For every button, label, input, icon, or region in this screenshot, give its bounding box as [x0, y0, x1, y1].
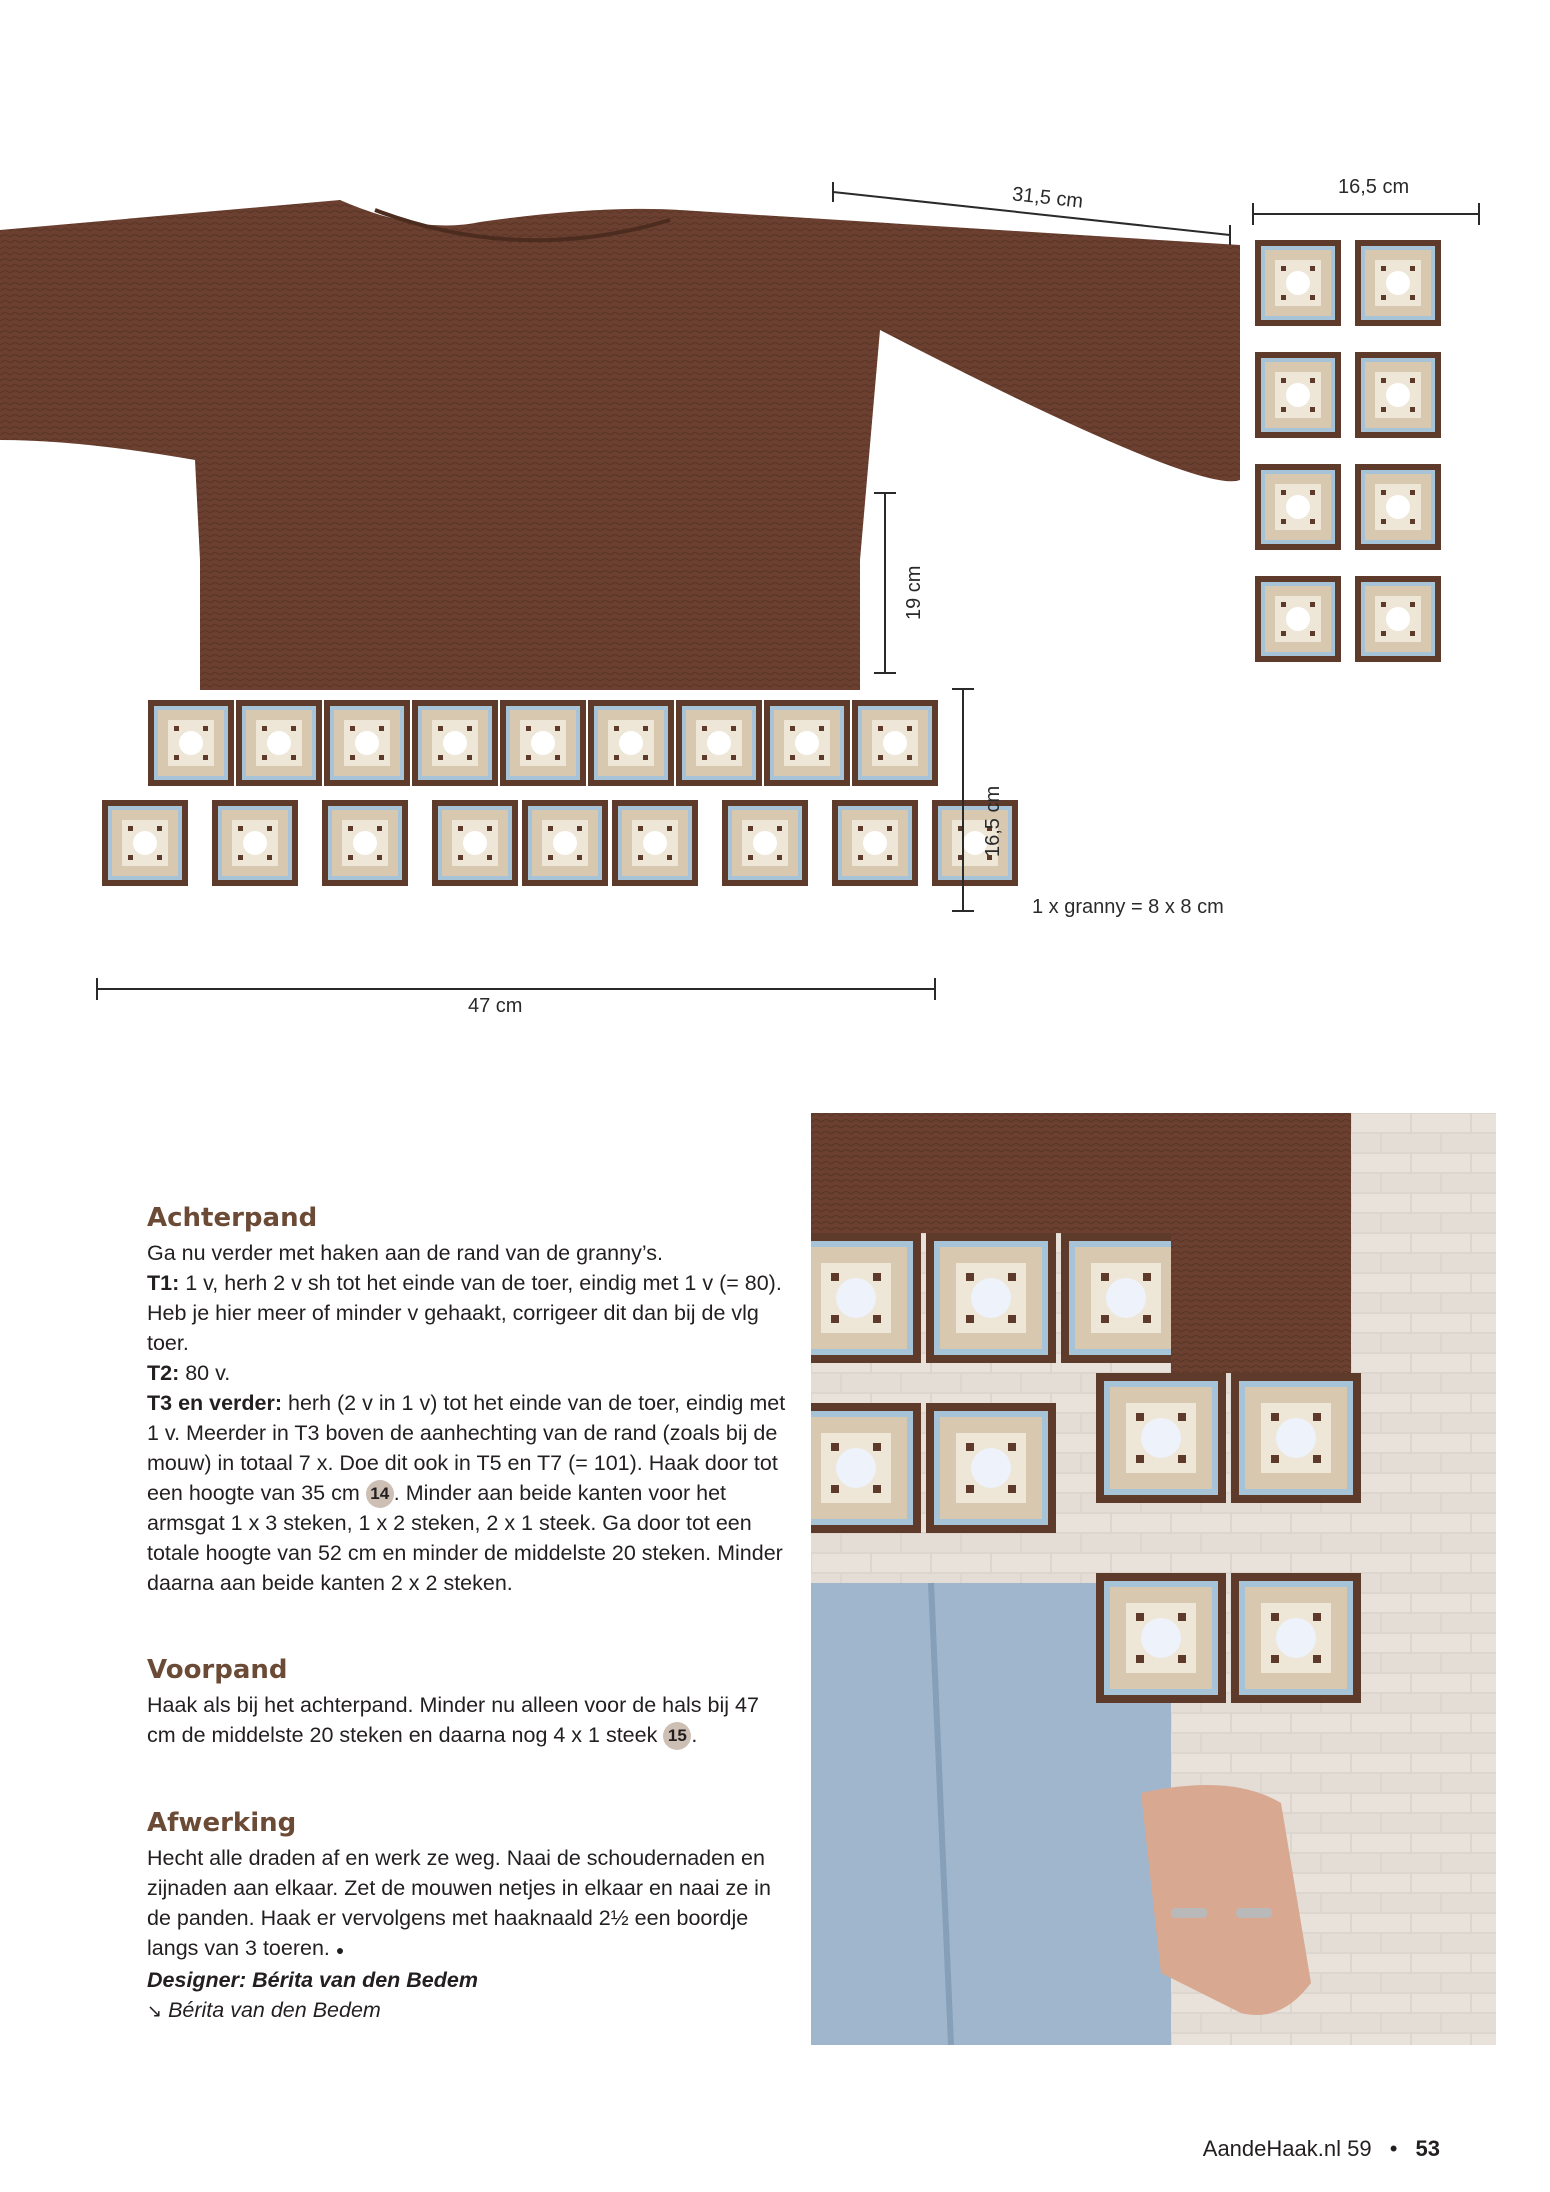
achterpand-heading: Achterpand	[147, 1203, 318, 1233]
cuff-width-tick-right	[1478, 203, 1480, 225]
cuff-width-label: 16,5 cm	[1338, 176, 1410, 198]
page-footer	[1203, 2136, 1440, 2162]
sweater-flatlay-photo	[0, 190, 1500, 970]
cuff-width-tick-left	[1252, 203, 1254, 225]
achterpand-intro: Ga nu verder met haken aan de rand van de granny’s.	[147, 1241, 663, 1265]
ruffle-height-line	[962, 688, 964, 912]
body-width-line	[96, 988, 936, 990]
page-number: 53	[1415, 2136, 1440, 2161]
t2-label: T2:	[147, 1361, 180, 1385]
afwerking-heading: Afwerking	[147, 1808, 297, 1838]
achterpand-text	[147, 1238, 787, 1598]
sleeve-length-label: 31,5 cm	[1011, 183, 1085, 213]
voorpand-text	[147, 1690, 787, 1750]
body-height-label: 19 cm	[903, 565, 925, 620]
granny-size-note: 1 x granny = 8 x 8 cm	[1032, 896, 1224, 918]
t3-label: T3 en verder:	[147, 1391, 283, 1415]
step-badge-14: 14	[366, 1480, 394, 1508]
body-height-tick-top	[874, 492, 896, 494]
voorpand-body-after: .	[691, 1723, 698, 1747]
voorpand-heading: Voorpand	[147, 1655, 288, 1685]
body-height-tick-bottom	[874, 672, 896, 674]
ruffle-height-tick-bottom	[952, 910, 974, 912]
t2-text: 80 v.	[179, 1361, 231, 1385]
body-width-label: 47 cm	[468, 995, 523, 1017]
body-height-line	[884, 492, 886, 674]
step-badge-15: 15	[663, 1722, 691, 1750]
t3-text: herh (2 v in 1 v) tot het einde van de toer, eindig met 1 v. Meerder in T3 boven de aanhechting van de rand (zoals bij de mouw) in totaal 7 x. Doe dit ook in T5 en T7 (= 101). Haak door tot een hoogte van 35 cm	[147, 1391, 786, 1505]
end-mark-icon: ●	[335, 1942, 345, 1958]
footer-separator: •	[1389, 2136, 1398, 2161]
cuff-width-line	[1252, 213, 1480, 215]
ruffle-height-label: 16,5 cm	[982, 785, 1004, 857]
t1-label: T1:	[147, 1271, 180, 1295]
body-width-tick-left	[96, 978, 98, 1000]
body-width-tick-right	[934, 978, 936, 1000]
afwerking-body: Hecht alle draden af en werk ze weg. Naai de schoudernaden en zijnaden aan elkaar. Zet de mouwen netjes in elkaar en naai ze in de panden. Haak er vervolgens met haaknaald 2½ een boordje langs van 3 toeren.	[147, 1846, 771, 1960]
designer-line: Designer: Bérita van den Bedem	[147, 1968, 478, 1992]
afwerking-text	[147, 1843, 787, 2026]
magazine-name: AandeHaak.nl 59	[1202, 2136, 1372, 2161]
voorpand-body: Haak als bij het achterpand. Minder nu alleen voor de hals bij 47 cm de middelste 20 steken en daarna nog 4 x 1 steek	[147, 1693, 759, 1747]
t1-text: 1 v, herh 2 v sh tot het einde van de toer, eindig met 1 v (= 80). Heb je hier meer of minder v gehaakt, corrigeer dit dan bij de vlg toer.	[147, 1271, 782, 1355]
photo-credit-arrow-icon: ↘	[147, 2001, 163, 2021]
ruffle-height-tick-top	[952, 688, 974, 690]
t3-text-after: . Minder aan beide kanten voor het armsgat 1 x 3 steken, 1 x 2 steken, 2 x 1 steek. Ga door tot een totale hoogte van 52 cm en minder de middelste 20 steken. Minder daarna aan beide kanten 2 x 2 steken.	[147, 1481, 783, 1596]
photo-credit: Bérita van den Bedem	[168, 1998, 381, 2022]
worn-sleeve-detail-photo	[811, 1113, 1496, 2045]
